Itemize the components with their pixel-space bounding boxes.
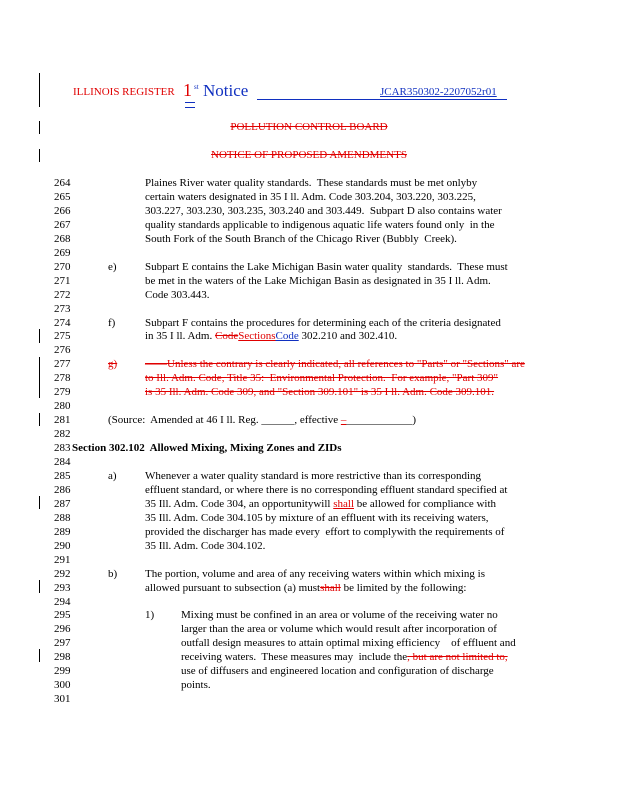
line-number: 300: [54, 679, 71, 692]
change-bar: [39, 329, 40, 343]
line-number: 280: [54, 400, 71, 413]
line-number: 287: [54, 497, 71, 510]
line-number: 288: [54, 511, 71, 524]
issue-number: 1: [183, 80, 192, 100]
text-run: be limited by the following:: [340, 581, 467, 594]
list-label: b): [108, 567, 118, 580]
change-bar: [39, 580, 40, 593]
text-line: [145, 484, 507, 496]
deleted-text: shall: [320, 581, 341, 594]
line-number: 276: [54, 344, 71, 357]
text-run: allowed pursuant to subsection (a) must: [145, 581, 321, 594]
deleted-text: , but are not limited to,: [407, 651, 508, 664]
line-number: 281: [54, 414, 71, 427]
text-line: [145, 512, 488, 524]
text-run: The portion, volume and area of any receiving waters within which mixing is: [145, 567, 485, 580]
change-bar: [39, 357, 40, 398]
line-number: 295: [54, 609, 71, 622]
inserted-text: shall: [333, 497, 354, 510]
deleted-text: Unless the contrary is clearly indicated, all references to "Parts" or "Sections" are: [167, 358, 525, 371]
text-run: 35 Ill. Adm. Code 304, an opportunitywill: [145, 497, 334, 510]
line-number: 291: [54, 553, 71, 566]
text-line: [145, 582, 466, 594]
text-run: certain waters designated in 35 I ll. Adm. Code 303.204, 303.220, 303.225,: [145, 190, 476, 203]
line-number: 265: [54, 190, 71, 203]
text-run: larger than the area or volume which would result after incorporation of: [181, 623, 497, 636]
text-line: [145, 177, 477, 189]
line-number: 264: [54, 177, 71, 189]
line-number: 290: [54, 539, 71, 552]
text-run: Mixing must be confined in an area or volume of the receiving water no: [181, 609, 498, 622]
line-number: 297: [54, 637, 71, 650]
text-line: [181, 609, 498, 621]
text-run: 35 Ill. Adm. Code 304.105 by mixture of an effluent with its receiving waters,: [145, 511, 489, 524]
text-line: [108, 414, 416, 426]
line-number: 285: [54, 469, 71, 482]
text-run: 35 Ill. Adm. Code 304.102.: [145, 539, 266, 552]
text-line: [145, 526, 504, 538]
text-run: in 35 I ll. Adm.: [145, 330, 215, 343]
text-run: 302.210 and 302.410.: [298, 330, 398, 343]
line-number: 270: [54, 260, 71, 273]
text-run: receiving waters. These measures may include the: [181, 651, 408, 664]
text-run: Subpart F contains the procedures for determining each of the criteria designated: [145, 316, 501, 329]
text-run: Plaines River water quality standards. These standards must be met onlyby: [145, 177, 478, 189]
list-label: e): [108, 260, 117, 273]
text-line: [145, 233, 457, 245]
board-title: POLLUTION CONTROL BOARD: [230, 121, 388, 133]
text-line: [145, 317, 501, 329]
line-number: 266: [54, 204, 71, 217]
notice-label: Notice: [203, 81, 249, 100]
line-number: 272: [54, 288, 71, 301]
line-number: 296: [54, 623, 71, 636]
list-label: a): [108, 469, 117, 482]
text-line: [145, 470, 481, 482]
jcar-code: JCAR350302-2207052r01: [380, 86, 497, 98]
text-line: [72, 442, 342, 454]
text-line: [145, 289, 209, 301]
text-run: effluent standard, or where there is no corresponding effluent standard specified at: [145, 483, 508, 496]
line-number: 278: [54, 372, 71, 385]
inserted-text: –: [340, 414, 347, 427]
notice-title: NOTICE OF PROPOSED AMENDMENTS: [211, 149, 407, 161]
line-number: 273: [54, 302, 71, 315]
text-run: Whenever a water quality standard is more restrictive than its corresponding: [145, 469, 481, 482]
change-bar: [39, 496, 40, 509]
line-number: 294: [54, 595, 71, 608]
text-run: Code 303.443.: [145, 288, 210, 301]
deleted-text: ——: [145, 358, 167, 371]
line-number: 292: [54, 567, 71, 580]
text-run: ____________): [346, 414, 417, 427]
line-number: 301: [54, 693, 71, 706]
text-line: [145, 219, 494, 231]
text-run: points.: [181, 679, 211, 692]
text-run: outfall design measures to attain optimal mixing efficiency of effluent and: [181, 637, 516, 650]
header-underline: [257, 99, 507, 100]
text-line: [181, 637, 516, 649]
line-number: 286: [54, 483, 71, 496]
issue-superscript: st: [194, 83, 199, 91]
line-number: 284: [54, 456, 71, 468]
line-number: 277: [54, 358, 71, 371]
line-number: 275: [54, 330, 71, 343]
text-line: [181, 623, 497, 635]
inserted-text: Sections: [238, 330, 276, 343]
text-run: (Source: Amended at 46 I ll. Reg. ______, effective: [108, 414, 341, 427]
text-line: [181, 651, 508, 663]
section-heading: Section 302.102 Allowed Mixing, Mixing Zones and ZIDs: [72, 442, 342, 455]
text-line: [145, 205, 502, 217]
deleted-text: Code: [214, 330, 239, 343]
text-line: [145, 498, 496, 510]
list-label: f): [108, 316, 116, 329]
text-line: [145, 568, 485, 580]
line-number: 289: [54, 525, 71, 538]
line-number: 268: [54, 232, 71, 245]
line-number: 283: [54, 442, 71, 455]
line-number: 299: [54, 665, 71, 678]
line-number: 271: [54, 274, 71, 287]
change-bar: [39, 413, 40, 426]
text-run: South Fork of the South Branch of the Chicago River (Bubbly Creek).: [145, 232, 457, 245]
line-number: 282: [54, 428, 71, 441]
list-label: g): [108, 358, 118, 371]
line-number: 269: [54, 246, 71, 259]
text-run: 303.227, 303.230, 303.235, 303.240 and 303.449. Subpart D also contains water: [145, 204, 502, 217]
text-run: be allowed for compliance with: [354, 497, 497, 510]
text-line: [181, 665, 494, 677]
text-line: [145, 358, 525, 370]
text-run: use of diffusers and engineered location and configuration of discharge: [181, 665, 494, 678]
text-line: [181, 679, 211, 691]
text-run: provided the discharger has made every effort to complywith the requirements of: [145, 525, 505, 538]
inserted-text: Code: [275, 330, 299, 343]
register-title: ILLINOIS REGISTER: [73, 86, 175, 98]
change-bar: [39, 73, 40, 107]
deleted-text: to Ill. Adm. Code, Title 35: Environmental Protection. For example, "Part 309": [145, 372, 499, 385]
line-number: 293: [54, 581, 71, 594]
text-line: [145, 275, 491, 287]
text-line: [145, 386, 494, 398]
line-number: 298: [54, 651, 71, 664]
text-line: [145, 191, 476, 203]
header-double-underline: [185, 102, 195, 108]
text-run: be met in the waters of the Lake Michigan Basin as designated in 35 I ll. Adm.: [145, 274, 491, 287]
text-line: [145, 372, 498, 384]
text-line: [145, 261, 508, 273]
text-run: Subpart E contains the Lake Michigan Basin water quality standards. These must: [145, 260, 508, 273]
text-run: quality standards applicable to indigenous aquatic life waters found only in the: [145, 218, 495, 231]
line-number: 267: [54, 218, 71, 231]
text-line: [145, 540, 265, 552]
line-number: 279: [54, 386, 71, 399]
list-label: 1): [145, 609, 155, 622]
text-line: [145, 330, 397, 342]
change-bar: [39, 649, 40, 662]
deleted-text: is 35 Ill. Adm. Code 309, and "Section 309.101" is 35 I ll. Adm. Code 309.101.: [145, 386, 495, 399]
line-number: 274: [54, 316, 71, 329]
